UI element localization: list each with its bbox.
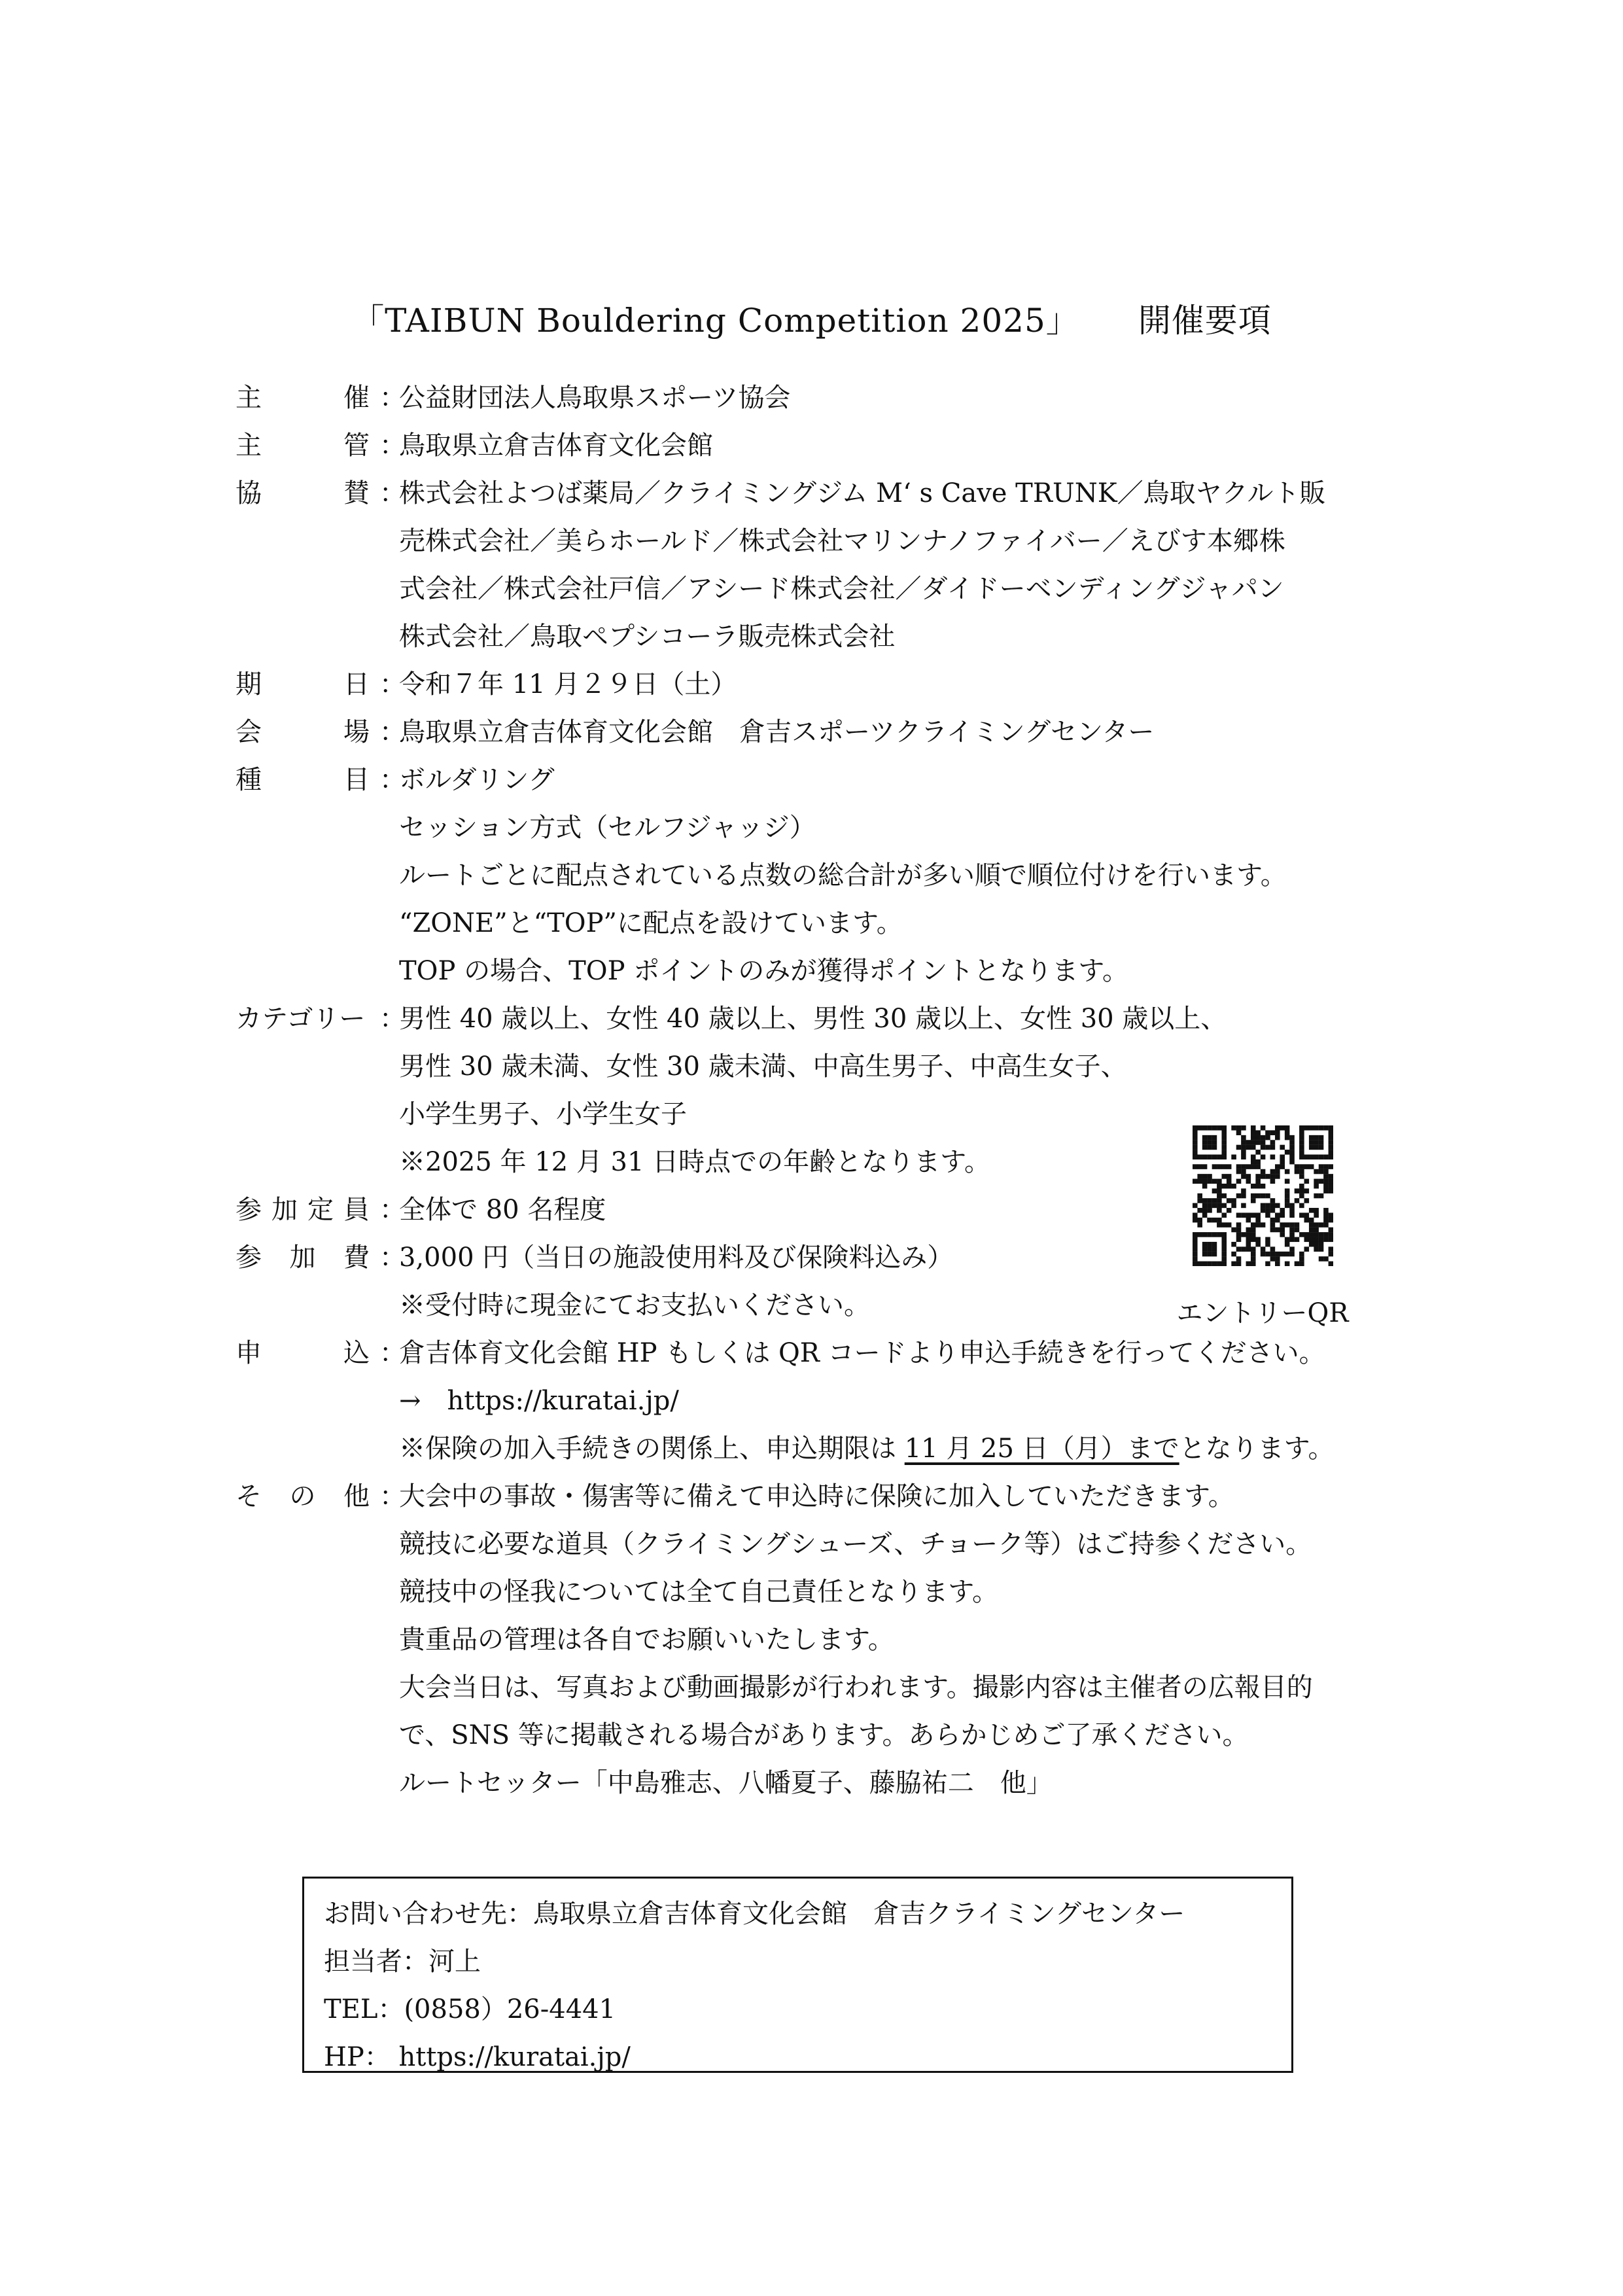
row-value bbox=[399, 422, 1413, 470]
row-label bbox=[236, 1234, 406, 1282]
info-row bbox=[236, 661, 1413, 709]
row-label bbox=[236, 709, 406, 756]
label-char: 主 bbox=[236, 383, 262, 413]
label-char: 他 bbox=[343, 1481, 370, 1511]
label-char: 込 bbox=[343, 1338, 370, 1368]
row-label bbox=[236, 374, 406, 422]
row-value bbox=[399, 661, 1413, 709]
row-label bbox=[236, 995, 406, 1043]
value-line: 公益財団法人鳥取県スポーツ協会 bbox=[399, 383, 791, 413]
label-colon: ： bbox=[379, 765, 406, 795]
label-char: 期 bbox=[236, 669, 262, 699]
value-line: 売株式会社／美らホールド／株式会社マリンナノファイバー／えびす本郷株 bbox=[399, 526, 1285, 556]
label-char: 催 bbox=[343, 383, 370, 413]
label-char: そ bbox=[236, 1481, 262, 1511]
value-line: 株式会社／鳥取ペプシコーラ販売株式会社 bbox=[399, 622, 896, 652]
info-row bbox=[236, 470, 1413, 661]
value-line: ※2025 年 12 月 31 日時点での年齢となります。 bbox=[399, 1147, 990, 1177]
row-label bbox=[236, 1473, 406, 1521]
label-char: 主 bbox=[236, 431, 262, 461]
value-line: 式会社／株式会社戸信／アシード株式会社／ダイドーベンディングジャパン bbox=[399, 574, 1284, 604]
info-row bbox=[236, 1330, 1413, 1473]
contact-box bbox=[302, 1877, 1293, 2073]
info-row bbox=[236, 422, 1413, 470]
label-text: カテゴリー bbox=[236, 1004, 366, 1034]
label-char: 賛 bbox=[343, 478, 370, 508]
label-char: の bbox=[289, 1481, 316, 1511]
value-line: で、SNS 等に掲載される場合があります。あらかじめご了承ください。 bbox=[399, 1720, 1249, 1750]
info-row bbox=[236, 756, 1413, 995]
value-line: ボルダリング bbox=[399, 765, 555, 795]
label-colon: ： bbox=[379, 383, 406, 413]
title-main: 「TAIBUN Bouldering Competition 2025」 bbox=[351, 302, 1079, 340]
value-line: 鳥取県立倉吉体育文化会館 bbox=[399, 431, 713, 461]
value-line: 倉吉体育文化会館 HP もしくは QR コードより申込手続きを行ってください。 bbox=[399, 1338, 1325, 1368]
row-label bbox=[236, 756, 406, 804]
label-char: 加 bbox=[271, 1195, 298, 1225]
label-colon: ： bbox=[379, 1243, 406, 1273]
qr-label: エントリーQR bbox=[1176, 1298, 1349, 1328]
label-char: 加 bbox=[289, 1243, 316, 1273]
value-line: → https://kuratai.jp/ bbox=[399, 1386, 679, 1416]
qr-block bbox=[1168, 1125, 1357, 1333]
label-char: 参 bbox=[236, 1243, 262, 1273]
label-colon: ： bbox=[379, 431, 406, 461]
label-colon: ： bbox=[379, 1481, 406, 1511]
value-line: 3,000 円（当日の施設使用料及び保険料込み） bbox=[399, 1243, 954, 1273]
label-char: 費 bbox=[343, 1243, 370, 1273]
value-line: ルートセッター「中島雅志、八幡夏子、藤脇祐二 他」 bbox=[399, 1768, 1053, 1798]
info-row bbox=[236, 709, 1413, 756]
info-rows bbox=[236, 374, 1413, 1807]
label-char: 協 bbox=[236, 478, 262, 508]
label-char: 管 bbox=[343, 431, 370, 461]
value-line: 全体で 80 名程度 bbox=[399, 1195, 606, 1225]
value-line: ※受付時に現金にてお支払いください。 bbox=[399, 1290, 870, 1320]
label-char: 申 bbox=[236, 1338, 262, 1368]
qr-code-icon[interactable] bbox=[1193, 1125, 1333, 1266]
row-value bbox=[399, 1473, 1413, 1807]
label-char: 種 bbox=[236, 765, 262, 795]
document-title bbox=[0, 298, 1623, 344]
label-colon: ： bbox=[379, 1338, 406, 1368]
deadline-line bbox=[399, 1425, 1413, 1473]
deadline-date: 11 月 25 日（月）まで bbox=[904, 1434, 1179, 1464]
row-label bbox=[236, 661, 406, 709]
label-colon: ： bbox=[379, 1004, 406, 1034]
row-value bbox=[399, 709, 1413, 756]
contact-line-3: TEL：(0858）26-4441 bbox=[324, 1994, 616, 2024]
value-line: 大会中の事故・傷害等に備えて申込時に保険に加入していただきます。 bbox=[399, 1481, 1234, 1511]
value-line: 男性 30 歳未満、女性 30 歳未満、中高生男子、中高生女子、 bbox=[399, 1051, 1127, 1082]
label-char: 員 bbox=[343, 1195, 370, 1225]
value-line: 競技に必要な道具（クライミングシューズ、チョーク等）はご持参ください。 bbox=[399, 1529, 1312, 1559]
value-line: 大会当日は、写真および動画撮影が行われます。撮影内容は主催者の広報目的 bbox=[399, 1672, 1313, 1703]
label-colon: ： bbox=[379, 478, 406, 508]
row-label bbox=[236, 1330, 406, 1377]
row-value bbox=[399, 1330, 1413, 1473]
deadline-suffix: となります。 bbox=[1179, 1434, 1335, 1464]
value-line: ルートごとに配点されている点数の総合計が多い順で順位付けを行います。 bbox=[399, 860, 1287, 891]
label-char: 定 bbox=[307, 1195, 334, 1225]
row-value bbox=[399, 470, 1413, 661]
label-char: 場 bbox=[343, 717, 370, 747]
value-line: 貴重品の管理は各自でお願いいたします。 bbox=[399, 1625, 894, 1655]
contact-line-1: お問い合わせ先：鳥取県立倉吉体育文化会館 倉吉クライミングセンター bbox=[324, 1899, 1185, 1929]
title-suffix: 開催要項 bbox=[1138, 302, 1272, 340]
value-line: 令和７年 11 月２９日（土） bbox=[399, 669, 737, 699]
label-char: 目 bbox=[343, 765, 370, 795]
info-row bbox=[236, 1473, 1413, 1807]
row-value bbox=[399, 756, 1413, 995]
label-colon: ： bbox=[379, 669, 406, 699]
info-row bbox=[236, 374, 1413, 422]
value-line: 男性 40 歳以上、女性 40 歳以上、男性 30 歳以上、女性 30 歳以上、 bbox=[399, 1004, 1227, 1034]
row-label bbox=[236, 1186, 406, 1234]
value-line: セッション方式（セルフジャッジ） bbox=[399, 813, 816, 843]
value-line: “ZONE”と“TOP”に配点を設けています。 bbox=[399, 908, 903, 938]
label-char: 会 bbox=[236, 717, 262, 747]
deadline-prefix: ※保険の加入手続きの関係上、申込期限は bbox=[399, 1434, 905, 1464]
value-line: 鳥取県立倉吉体育文化会館 倉吉スポーツクライミングセンター bbox=[399, 717, 1155, 747]
label-char: 日 bbox=[343, 669, 370, 699]
label-colon: ： bbox=[379, 1195, 406, 1225]
row-value bbox=[399, 374, 1413, 422]
contact-line-2: 担当者：河上 bbox=[324, 1947, 481, 1977]
value-line: 株式会社よつば薬局／クライミングジム M‘ s Cave TRUNK／鳥取ヤクルト販 bbox=[399, 478, 1326, 508]
value-line: TOP の場合、TOP ポイントのみが獲得ポイントとなります。 bbox=[399, 956, 1129, 986]
contact-line-4: HP： https://kuratai.jp/ bbox=[324, 2042, 631, 2072]
value-line: 小学生男子、小学生女子 bbox=[399, 1099, 687, 1129]
value-line: 競技中の怪我については全て自己責任となります。 bbox=[399, 1577, 998, 1607]
label-colon: ： bbox=[379, 717, 406, 747]
row-label bbox=[236, 470, 406, 518]
row-label bbox=[236, 422, 406, 470]
label-char: 参 bbox=[236, 1195, 262, 1225]
